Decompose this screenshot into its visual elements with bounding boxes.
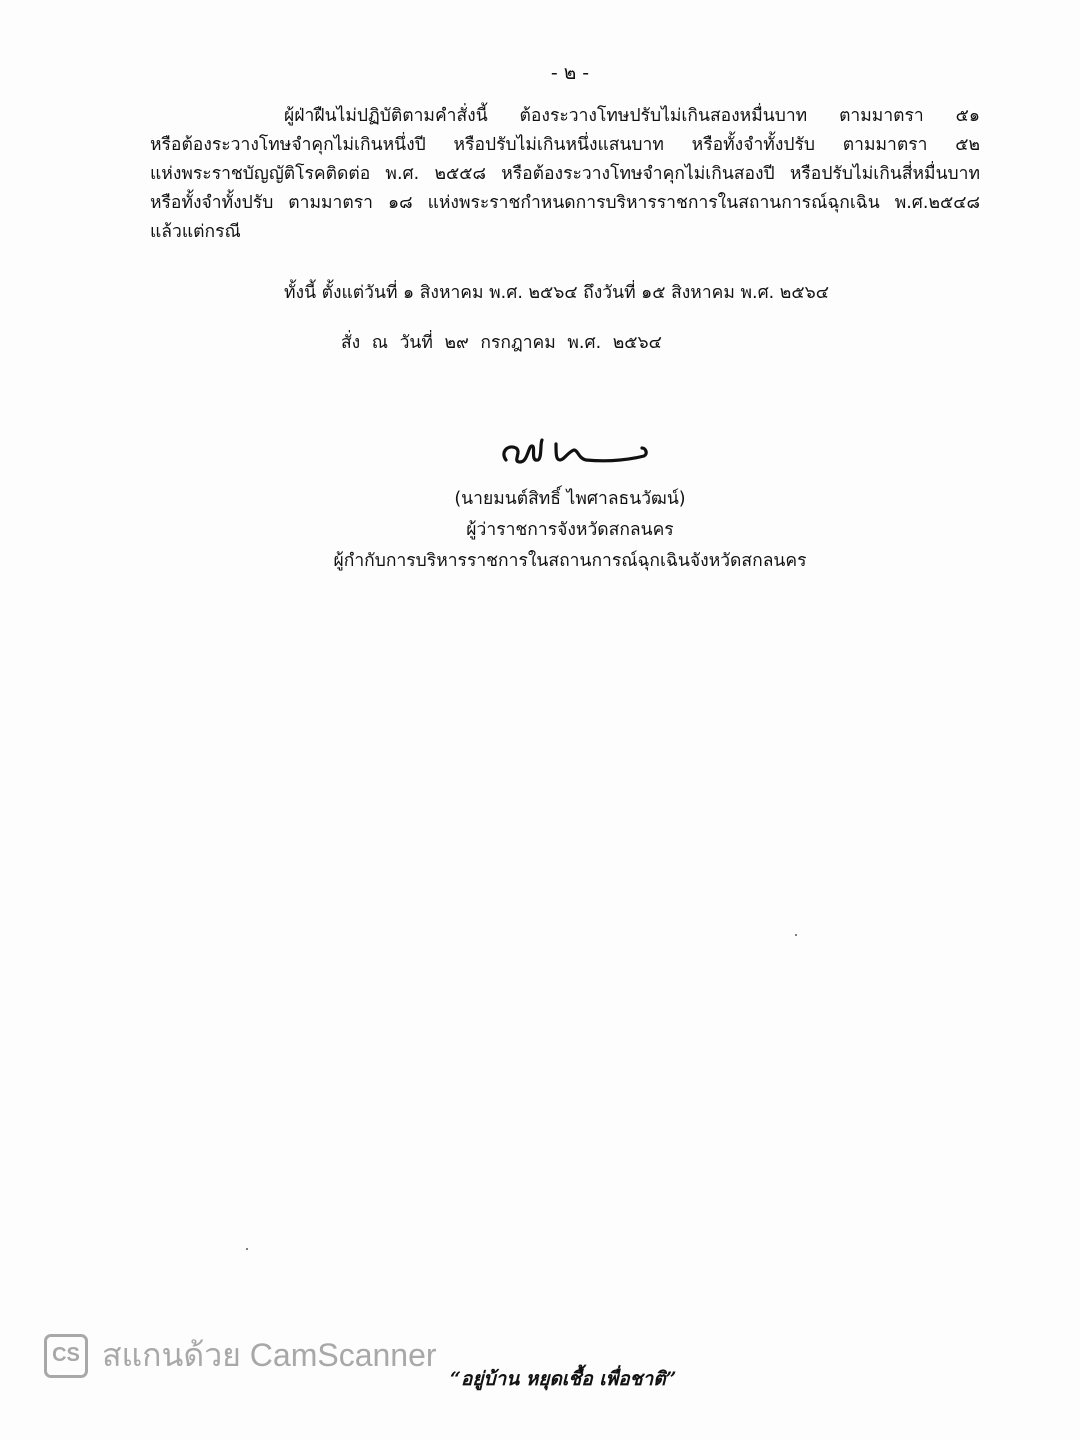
effective-period: ทั้งนี้ ตั้งแต่วันที่ ๑ สิงหาคม พ.ศ. ๒๕๖๔ ถึงวันที่ ๑๕ สิงหาคม พ.ศ. ๒๕๖๔ xyxy=(284,283,829,303)
handwritten-signature xyxy=(498,430,658,474)
paragraph-line: แล้วแต่กรณี xyxy=(150,222,241,242)
footer-slogan: “อยู่บ้าน หยุดเชื้อ เพื่อชาติ” xyxy=(450,1368,677,1390)
paragraph-line: หรือทั้งจำทั้งปรับ ตามมาตรา ๑๘ แห่งพระราชกำหนดการบริหารราชการในสถานการณ์ฉุกเฉิน พ.ศ.๒๕๔๘ xyxy=(150,193,980,213)
penalty-paragraph xyxy=(150,102,980,247)
camscanner-logo-icon: CS xyxy=(44,1334,88,1378)
scan-speck xyxy=(795,934,797,936)
scan-speck xyxy=(246,1248,248,1250)
paragraph-line: ผู้ฝ่าฝืนไม่ปฏิบัติตามคำสั่งนี้ ต้องระวางโทษปรับไม่เกินสองหมื่นบาท ตามมาตรา ๕๑ xyxy=(284,106,980,126)
signer-role: ผู้กำกับการบริหารราชการในสถานการณ์ฉุกเฉินจังหวัดสกลนคร xyxy=(333,551,807,571)
signer-block xyxy=(290,484,850,577)
page-number: - ๒ - xyxy=(550,62,590,84)
signer-name: (นายมนต์สิทธิ์ ไพศาลธนวัฒน์) xyxy=(454,489,686,509)
paragraph-line: แห่งพระราชบัญญัติโรคติดต่อ พ.ศ. ๒๕๕๘ หรือต้องระวางโทษจำคุกไม่เกินสองปี หรือปรับไม่เกินสี่หมื่นบาท xyxy=(150,164,980,184)
order-date: สั่ง ณ วันที่ ๒๙ กรกฎาคม พ.ศ. ๒๕๖๔ xyxy=(341,333,662,353)
watermark-text: สแกนด้วย CamScanner xyxy=(102,1337,437,1373)
paragraph-line: หรือต้องระวางโทษจำคุกไม่เกินหนึ่งปี หรือปรับไม่เกินหนึ่งแสนบาท หรือทั้งจำทั้งปรับ ตามมาตรา ๕๒ xyxy=(150,135,980,155)
signer-position: ผู้ว่าราชการจังหวัดสกลนคร xyxy=(466,520,674,540)
camscanner-watermark xyxy=(44,1330,437,1381)
